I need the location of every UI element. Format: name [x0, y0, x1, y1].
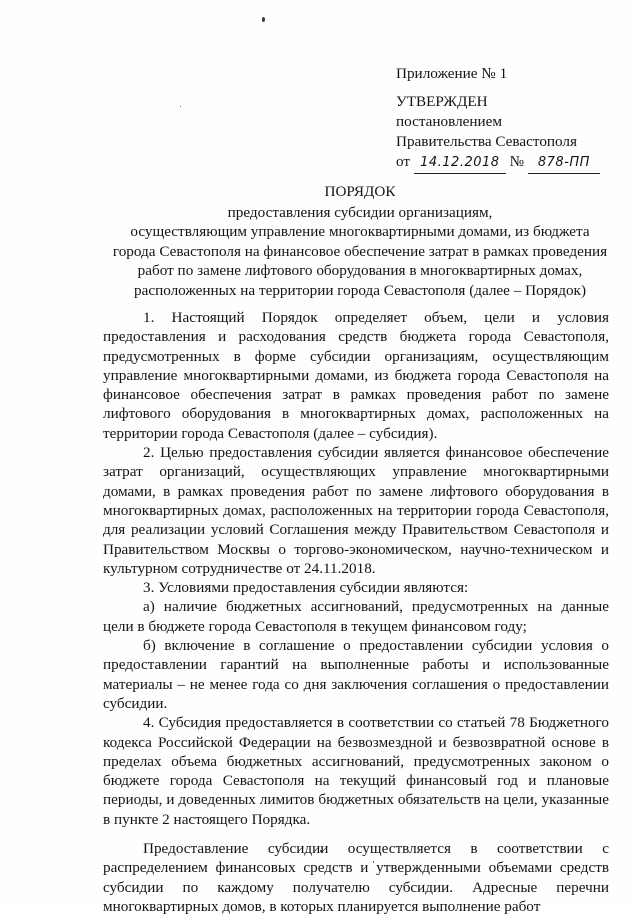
- title-heading: ПОРЯДОК: [324, 183, 396, 200]
- document-body: [103, 308, 609, 916]
- handwritten-number: 878-ПП: [528, 153, 600, 174]
- title-subtitle-line: осуществляющим управление многоквартирными домами, из бюджета: [130, 223, 590, 240]
- handwritten-date: 14.12.2018: [414, 153, 506, 174]
- paragraph-4-continued: Предоставление субсидии осуществляется в соответствии с распределением финансовых средств и утвержденными объемами средств субсидии по каждому получателю субсидии. Адресные перечни многоквартирных домов, в которых планируется выполнение работ: [103, 840, 609, 915]
- scan-speck: [180, 106, 181, 107]
- date-number-line: [396, 152, 632, 174]
- number-prefix: №: [509, 153, 525, 170]
- resolution-label: постановлением: [396, 113, 503, 130]
- government-label: Правительства Севастополя: [396, 133, 577, 150]
- paragraph-3a: а) наличие бюджетных ассигнований, предусмотренных на данные цели в бюджете города Севастополя в текущем финансовом году;: [103, 598, 609, 635]
- document-title: [100, 182, 620, 300]
- paragraph-2: 2. Целью предоставления субсидии является финансовое обеспечение затрат организаций, осуществляющих управление многоквартирными домами, в рамках проведения работ по замене лифтового оборудования в многоквартирных домах, расположенных на территории города Севастополя, для реализации условий Соглашения между Правительством Севастополя и Правительством Москвы о торгово-экономическом, научно-техническом и культурном сотрудничестве от 24.11.2018.: [103, 444, 609, 577]
- scan-speck: [262, 17, 265, 22]
- title-subtitle-line: города Севастополя на финансовое обеспечение затрат в рамках проведения: [112, 242, 608, 260]
- approved-label: УТВЕРЖДЕН: [396, 93, 488, 110]
- title-subtitle-line: предоставления субсидии организациям,: [227, 203, 493, 221]
- paragraph-4: 4. Субсидия предоставляется в соответствии со статьей 78 Бюджетного кодекса Российской Федерации на безвозмездной и безвозвратной основе в пределах объема бюджетных ассигнований, предусмотренных законом о бюджете города Севастополя на текущий финансовый год и плановые периоды, и доведенных лимитов бюджетных обязательств на цели, указанные в пункте 2 настоящего Порядка.: [103, 714, 609, 828]
- approval-block: [396, 64, 632, 174]
- paragraph-3: 3. Условиями предоставления субсидии являются:: [143, 579, 469, 597]
- paragraph-1: 1. Настоящий Порядок определяет объем, цели и условия предоставления и расходования средств бюджета города Севастополя, предусмотренных в форме субсидии организациям, осуществляющим управление многоквартирными домами, из бюджета города Севастополя на финансовое обеспечения затрат в рамках проведения работ по замене лифтового оборудования в многоквартирных домах, расположенных на территории города Севастополя (далее – субсидия).: [103, 309, 609, 442]
- paragraph-3b: б) включение в соглашение о предоставлении субсидии условия о предоставлении гарантий на выполненные работы и использованные материалы – не менее года со дня заключения соглашения о предоставлении субсидии.: [103, 637, 609, 712]
- title-subtitle-line: работ по замене лифтового оборудования в многоквартирных домах,: [137, 262, 583, 279]
- date-prefix: от: [396, 153, 411, 170]
- title-subtitle-line: расположенных на территории города Севастополя (далее – Порядок): [134, 281, 586, 299]
- appendix-label: Приложение № 1: [396, 65, 508, 82]
